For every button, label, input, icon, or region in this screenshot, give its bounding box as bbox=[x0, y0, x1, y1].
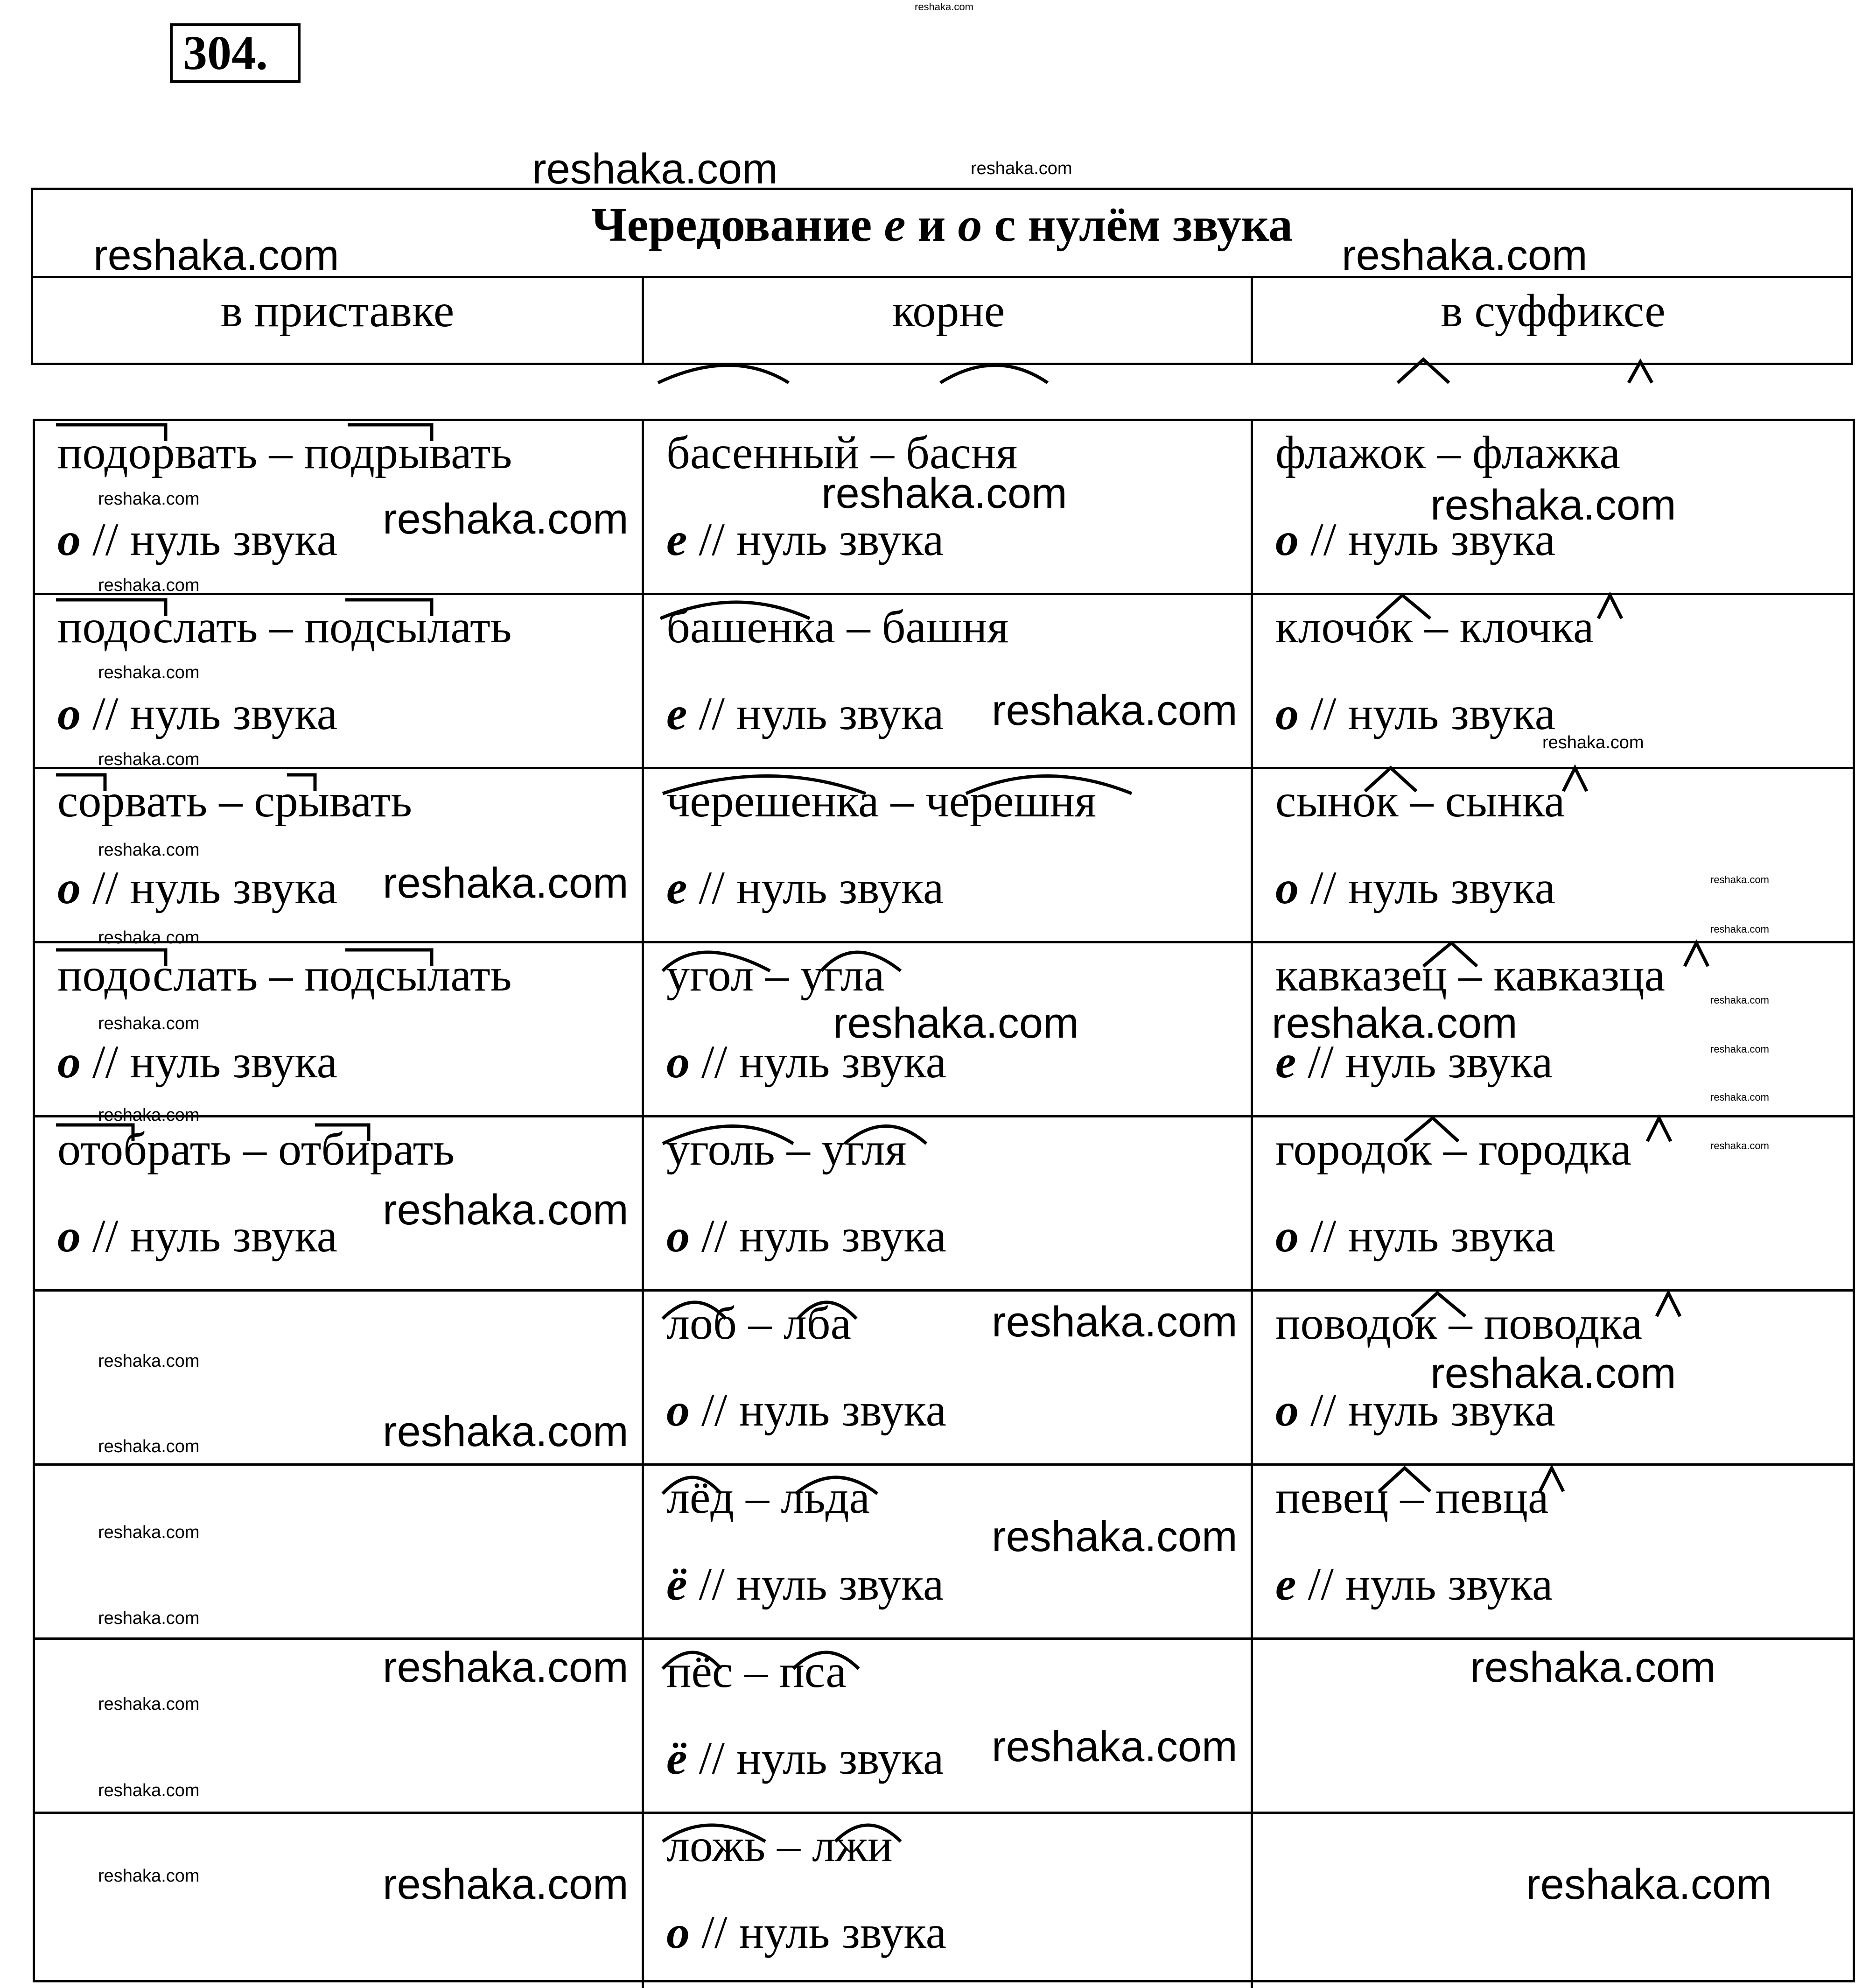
word-pair: сорвать – срывать bbox=[57, 775, 412, 827]
note-text: // нуль звука bbox=[81, 1036, 337, 1088]
alternating-letter: е bbox=[666, 688, 687, 739]
word-pair: отобрать – отбирать bbox=[57, 1123, 455, 1175]
note-text: // нуль звука bbox=[1299, 862, 1555, 913]
alternation-note bbox=[1275, 861, 1555, 914]
watermark: reshaka.com bbox=[1710, 1043, 1769, 1055]
alternation-note bbox=[1275, 687, 1555, 740]
watermark: reshaka.com bbox=[98, 1351, 200, 1371]
watermark: reshaka.com bbox=[992, 687, 1238, 734]
alternation-note bbox=[666, 1731, 944, 1785]
watermark: reshaka.com bbox=[383, 495, 629, 543]
word-pair: певец – певца bbox=[1275, 1471, 1549, 1523]
alternating-letter: е bbox=[1275, 1036, 1296, 1088]
word-pair: лёд – льда bbox=[666, 1471, 870, 1523]
note-text: // нуль звука bbox=[687, 1732, 944, 1784]
watermark: reshaka.com bbox=[98, 489, 200, 509]
word-pair: клочок – клочка bbox=[1275, 601, 1594, 653]
note-text: // нуль звука bbox=[1296, 1558, 1553, 1610]
word-pair: ложь – лжи bbox=[666, 1819, 893, 1871]
watermark: reshaka.com bbox=[1710, 1091, 1769, 1103]
root-arc bbox=[658, 365, 789, 383]
note-text: // нуль звука bbox=[1296, 1036, 1553, 1088]
alternation-note bbox=[666, 1905, 946, 1959]
word-pair: подослать – подсылать bbox=[57, 601, 512, 653]
alternating-letter: о bbox=[57, 513, 81, 565]
alternating-letter: о bbox=[666, 1036, 690, 1088]
alternating-letter: ё bbox=[666, 1558, 687, 1610]
word-pair: городок – городка bbox=[1275, 1123, 1632, 1175]
note-text: // нуль звука bbox=[81, 513, 337, 565]
word-pair: флажок – флажка bbox=[1275, 427, 1620, 478]
table-cell-root bbox=[644, 1117, 1253, 1292]
alternating-letter: е bbox=[666, 513, 687, 565]
watermark: reshaka.com bbox=[383, 1644, 629, 1691]
watermark: reshaka.com bbox=[915, 1, 973, 13]
column-header-suffix: в суффиксе bbox=[1251, 276, 1853, 363]
alternating-letter: о bbox=[57, 688, 81, 739]
note-text: // нуль звука bbox=[687, 1558, 944, 1610]
watermark: reshaka.com bbox=[1430, 481, 1676, 529]
watermark: reshaka.com bbox=[1470, 1644, 1716, 1691]
alternation-note bbox=[666, 513, 944, 566]
word-pair: башенка – башня bbox=[666, 601, 1009, 653]
watermark: reshaka.com bbox=[1430, 1349, 1676, 1397]
note-text: // нуль звука bbox=[690, 1210, 946, 1262]
note-text: // нуль звука bbox=[690, 1384, 946, 1436]
alternation-note bbox=[666, 861, 944, 914]
alternation-note bbox=[57, 687, 337, 740]
alternating-letter: о bbox=[1275, 513, 1299, 565]
table-title: Чередование е и о с нулём звука bbox=[33, 190, 1851, 278]
word-pair: пёс – пса bbox=[666, 1645, 847, 1697]
watermark: reshaka.com bbox=[1272, 999, 1518, 1047]
watermark: reshaka.com bbox=[98, 1014, 200, 1033]
watermark: reshaka.com bbox=[98, 1437, 200, 1456]
watermark: reshaka.com bbox=[98, 1523, 200, 1542]
alternating-letter: о bbox=[57, 1210, 81, 1262]
watermark: reshaka.com bbox=[98, 750, 200, 769]
alternation-note bbox=[666, 687, 944, 740]
alternation-note bbox=[1275, 1557, 1553, 1611]
note-text: // нуль звука bbox=[1299, 688, 1555, 739]
watermark: reshaka.com bbox=[1710, 1140, 1769, 1152]
table-cell-root bbox=[644, 595, 1253, 769]
watermark: reshaka.com bbox=[1710, 994, 1769, 1006]
alternation-note bbox=[57, 1035, 337, 1089]
watermark: reshaka.com bbox=[98, 1105, 200, 1125]
note-text: // нуль звука bbox=[687, 513, 944, 565]
watermark: reshaka.com bbox=[1542, 733, 1644, 752]
alternation-note bbox=[57, 513, 337, 566]
note-text: // нуль звука bbox=[690, 1906, 946, 1958]
alternation-note bbox=[666, 1557, 944, 1611]
table-cell-suffix bbox=[1253, 1466, 1853, 1640]
note-text: // нуль звука bbox=[1299, 1210, 1555, 1262]
watermark: reshaka.com bbox=[98, 663, 200, 682]
note-text: // нуль звука bbox=[687, 862, 944, 913]
word-pair: уголь – угля bbox=[666, 1123, 907, 1175]
alternation-note bbox=[57, 861, 337, 914]
word-pair: подорвать – подрывать bbox=[57, 427, 512, 478]
alternating-letter: ё bbox=[666, 1732, 687, 1784]
word-pair: басенный – басня bbox=[666, 427, 1018, 478]
alternating-letter: е bbox=[1275, 1558, 1296, 1610]
table-cell-root bbox=[644, 769, 1253, 943]
watermark: reshaka.com bbox=[992, 1298, 1238, 1346]
watermark: reshaka.com bbox=[1710, 874, 1769, 885]
alternating-letter: о bbox=[666, 1210, 690, 1262]
note-text: // нуль звука bbox=[1299, 513, 1555, 565]
watermark: reshaka.com bbox=[833, 999, 1079, 1047]
watermark: reshaka.com bbox=[98, 928, 200, 948]
watermark: reshaka.com bbox=[98, 1781, 200, 1800]
table-cell-root bbox=[644, 1814, 1253, 1988]
alternating-letter: о bbox=[57, 862, 81, 913]
alternating-letter: о bbox=[57, 1036, 81, 1088]
exercise-number: 304. bbox=[170, 23, 301, 83]
watermark: reshaka.com bbox=[383, 1186, 629, 1234]
watermark: reshaka.com bbox=[383, 1408, 629, 1455]
watermark: reshaka.com bbox=[532, 145, 778, 193]
word-pair: лоб – лба bbox=[666, 1297, 851, 1349]
watermark: reshaka.com bbox=[992, 1513, 1238, 1560]
watermark: reshaka.com bbox=[98, 576, 200, 595]
watermark: reshaka.com bbox=[383, 1861, 629, 1908]
table-cell-suffix bbox=[1253, 769, 1853, 943]
watermark: reshaka.com bbox=[1526, 1861, 1772, 1908]
word-pair: поводок – поводка bbox=[1275, 1297, 1643, 1349]
note-text: // нуль звука bbox=[687, 688, 944, 739]
alternating-letter: о bbox=[666, 1384, 690, 1436]
alternating-letter: е bbox=[666, 862, 687, 913]
watermark: reshaka.com bbox=[821, 470, 1067, 517]
word-pair: угол – угла bbox=[666, 949, 885, 1001]
note-text: // нуль звука bbox=[690, 1036, 946, 1088]
note-text: // нуль звука bbox=[81, 1210, 337, 1262]
watermark: reshaka.com bbox=[98, 1609, 200, 1628]
watermark: reshaka.com bbox=[1710, 923, 1769, 935]
alternating-letter: о bbox=[1275, 1384, 1299, 1436]
word-pair: черешенка – черешня bbox=[666, 775, 1096, 827]
watermark: reshaka.com bbox=[992, 1723, 1238, 1770]
word-pair: кавказец – кавказца bbox=[1275, 949, 1666, 1001]
note-text: // нуль звука bbox=[81, 688, 337, 739]
watermark: reshaka.com bbox=[93, 232, 339, 279]
column-header-prefix: в приставке bbox=[220, 285, 455, 337]
alternation-note bbox=[666, 1209, 946, 1263]
watermark: reshaka.com bbox=[1342, 232, 1588, 279]
alternating-letter: о bbox=[1275, 1210, 1299, 1262]
alternating-letter: о bbox=[666, 1906, 690, 1958]
word-pair: подослать – подсылать bbox=[57, 949, 512, 1001]
watermark: reshaka.com bbox=[98, 1694, 200, 1714]
note-text: // нуль звука bbox=[1299, 1384, 1555, 1436]
watermark: reshaka.com bbox=[98, 1866, 200, 1886]
watermark: reshaka.com bbox=[971, 159, 1072, 178]
watermark: reshaka.com bbox=[98, 840, 200, 860]
alternation-note bbox=[1275, 1209, 1555, 1263]
note-text: // нуль звука bbox=[81, 862, 337, 913]
alternating-letter: о bbox=[1275, 862, 1299, 913]
alternating-letter: о bbox=[1275, 688, 1299, 739]
column-header-root: корне bbox=[642, 276, 1253, 363]
alternation-note bbox=[666, 1383, 946, 1437]
word-pair: сынок – сынка bbox=[1275, 775, 1565, 827]
examples-table bbox=[33, 419, 1855, 1982]
watermark: reshaka.com bbox=[383, 859, 629, 907]
alternation-note bbox=[57, 1209, 337, 1263]
root-arc bbox=[940, 365, 1048, 383]
